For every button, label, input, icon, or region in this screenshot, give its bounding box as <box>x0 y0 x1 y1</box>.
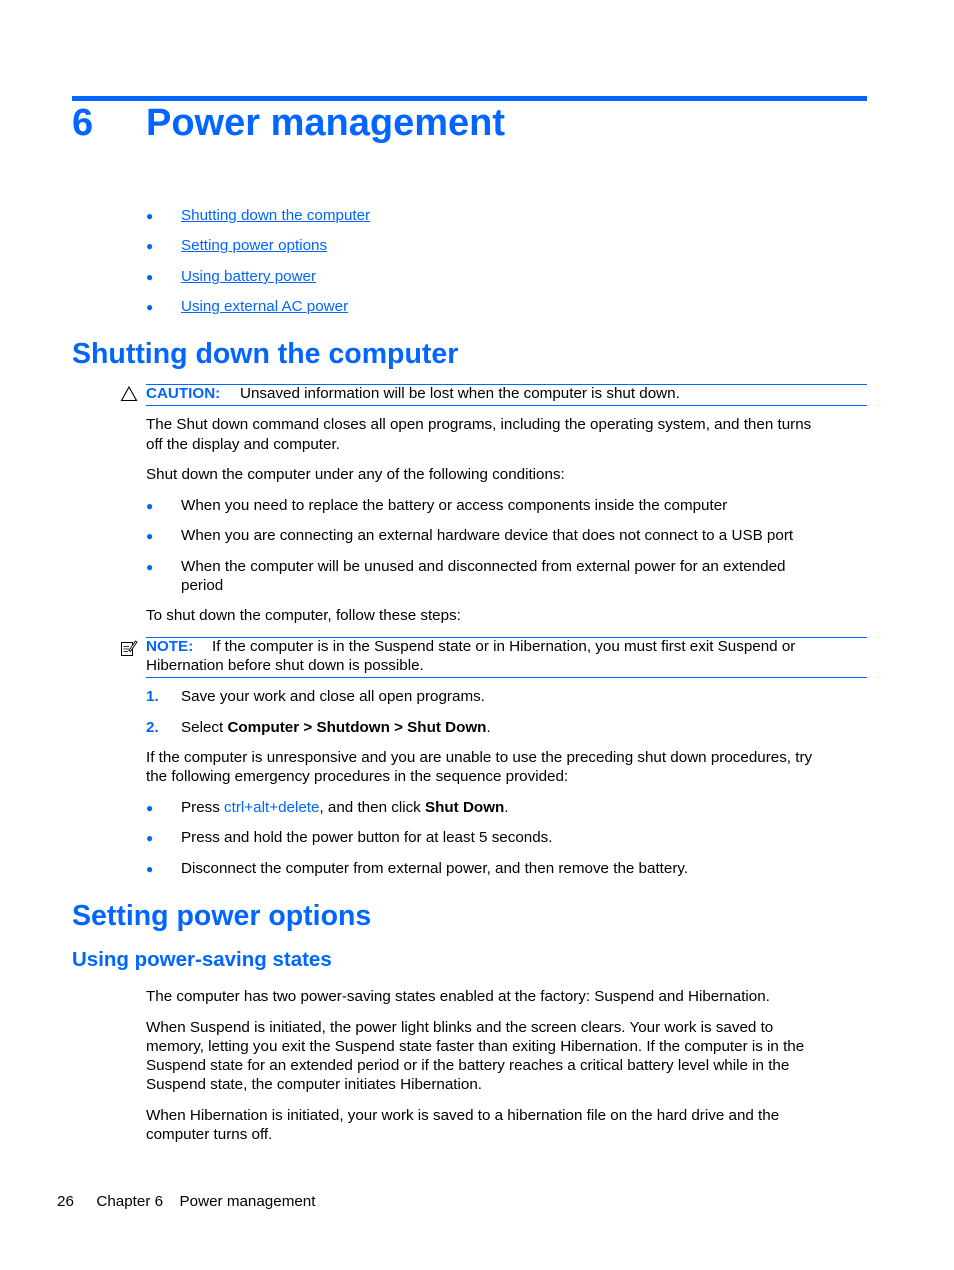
step-number: 2. <box>146 719 159 736</box>
toc-link-power-options[interactable]: Setting power options <box>181 237 328 254</box>
note-text-continued: Hibernation before shut down is possible. <box>146 657 424 674</box>
note-label: NOTE: <box>146 638 194 655</box>
menu-path: Computer > Shutdown > Shut Down <box>227 719 487 736</box>
note-rule-bottom <box>146 677 867 678</box>
step-text: Select Computer > Shutdown > Shut Down. <box>181 719 491 736</box>
toc-link-shutting-down[interactable]: Shutting down the computer <box>181 207 371 224</box>
page-footer <box>57 1192 315 1211</box>
bullet-icon: ● <box>146 862 154 876</box>
subsection-heading-power-saving: Using power-saving states <box>72 948 332 971</box>
bullet-icon: ● <box>146 560 154 574</box>
paragraph: The computer has two power-saving states enabled at the factory: Suspend and Hibernation. <box>146 988 770 1005</box>
warning-triangle-icon <box>120 385 138 403</box>
chapter-number: 6 <box>72 102 94 144</box>
paragraph: computer turns off. <box>146 1126 273 1143</box>
list-item: Press and hold the power button for at least 5 seconds. <box>181 829 553 846</box>
paragraph: If the computer is unresponsive and you are unable to use the preceding shut down procedures, try <box>146 749 813 766</box>
key-combo: ctrl+alt+delete <box>224 799 320 816</box>
caution-rule-bottom <box>146 405 867 406</box>
note-text: If the computer is in the Suspend state or in Hibernation, you must first exit Suspend or <box>212 638 796 655</box>
list-item: When you need to replace the battery or access components inside the computer <box>181 497 728 514</box>
paragraph: The Shut down command closes all open programs, including the operating system, and then turns <box>146 416 812 433</box>
bullet-icon: ● <box>146 529 154 543</box>
paragraph: To shut down the computer, follow these steps: <box>146 607 461 624</box>
bullet-icon: ● <box>146 499 154 513</box>
caution-label: CAUTION: <box>146 385 221 402</box>
paragraph: When Suspend is initiated, the power light blinks and the screen clears. Your work is saved to <box>146 1019 774 1036</box>
section-heading-shutting-down: Shutting down the computer <box>72 338 459 370</box>
page-number: 26 <box>57 1193 74 1210</box>
bullet-icon: ● <box>146 831 154 845</box>
list-item: Disconnect the computer from external power, and then remove the battery. <box>181 860 689 877</box>
toc-link-battery-power[interactable]: Using battery power <box>181 268 317 285</box>
list-item-continued: period <box>181 577 224 594</box>
toc-link-ac-power[interactable]: Using external AC power <box>181 298 349 315</box>
footer-chapter: Chapter 6 <box>96 1193 164 1210</box>
bullet-icon: ● <box>146 801 154 815</box>
bullet-icon: ● <box>146 209 154 223</box>
list-item: When the computer will be unused and disconnected from external power for an extended <box>181 558 786 575</box>
caution-text: Unsaved information will be lost when the computer is shut down. <box>240 385 680 402</box>
note-pencil-icon <box>120 639 138 657</box>
step-number: 1. <box>146 688 159 705</box>
paragraph: memory, letting you exit the Suspend state faster than exiting Hibernation. If the computer is in the <box>146 1038 805 1055</box>
bullet-icon: ● <box>146 300 154 314</box>
chapter-title: Power management <box>146 102 505 144</box>
paragraph: Suspend state, the computer initiates Hibernation. <box>146 1076 483 1093</box>
list-item: When you are connecting an external hardware device that does not connect to a USB port <box>181 527 794 544</box>
bullet-icon: ● <box>146 270 154 284</box>
bullet-icon: ● <box>146 239 154 253</box>
footer-title: Power management <box>179 1193 316 1210</box>
section-heading-power-options: Setting power options <box>72 900 372 932</box>
paragraph: Suspend state for an extended period or if the battery reaches a critical battery level while in the <box>146 1057 790 1074</box>
paragraph: When Hibernation is initiated, your work is saved to a hibernation file on the hard drive and the <box>146 1107 780 1124</box>
paragraph: Shut down the computer under any of the following conditions: <box>146 466 565 483</box>
step-text: Save your work and close all open programs. <box>181 688 485 705</box>
paragraph: the following emergency procedures in the sequence provided: <box>146 768 569 785</box>
paragraph: off the display and computer. <box>146 436 340 453</box>
list-item: Press ctrl+alt+delete, and then click Shut Down. <box>181 799 509 816</box>
